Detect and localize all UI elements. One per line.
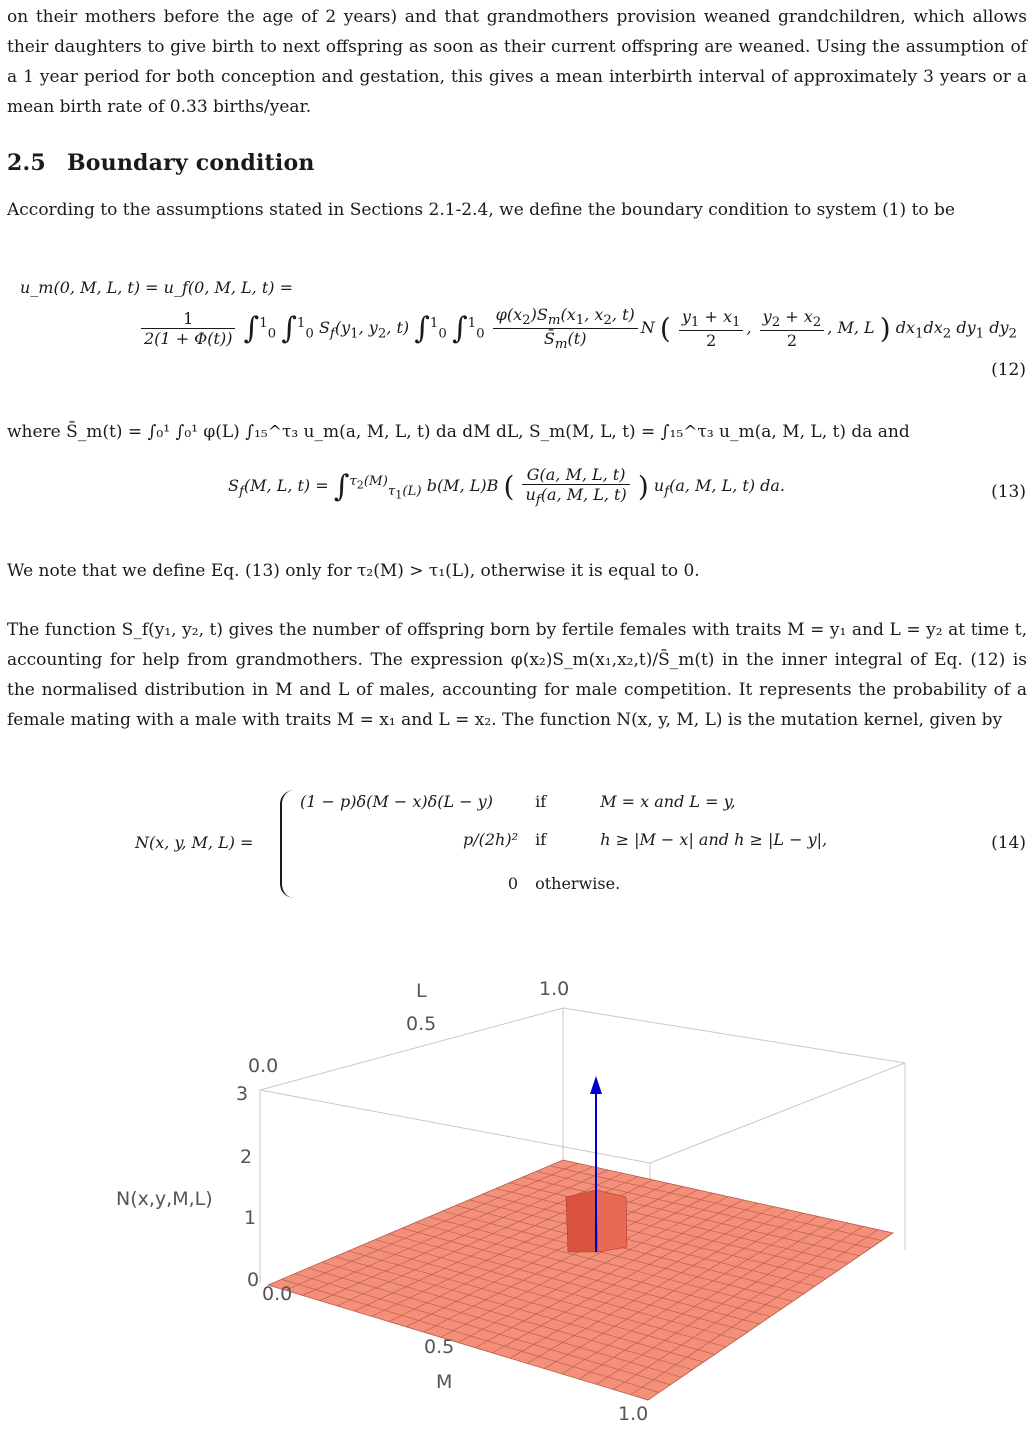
box-edge (563, 1008, 905, 1063)
m-tick-0: 0.0 (262, 1283, 293, 1305)
eq12-lhs-text: u_m(0, M, L, t) = u_f(0, M, L, t) = (20, 278, 294, 297)
box-edge (650, 1063, 905, 1163)
note-paragraph (7, 556, 1027, 586)
m-axis-label: M (436, 1371, 453, 1393)
eq14-case-1-value: (1 − p)δ(M − x)δ(L − y) (300, 792, 493, 811)
function-text: The function S_f(y₁, y₂, t) gives the number of offspring born by fertile females with traits M = y₁ and L = y₂ at time t, accounting for help from grandmothers. The expression φ(x₂)S_m(x₁,x₂,t)/S̄_m(t) in the inner integral of Eq. (12) is the normalised distribution in M and L of males, accounting for male competition. It represents the probability of a female mating with a male with traits M = x₁ and L = x₂. The function N(x, y, M, L) is the mutation kernel, given by (7, 620, 1027, 730)
section-number: 2.5 (7, 150, 46, 176)
eq13-number: (13) (991, 482, 1026, 502)
where-text: where S̄_m(t) = ∫₀¹ ∫₀¹ φ(L) ∫₁₅^τ₃ u_m(a, M, L, t) da dM dL, S_m(M, L, t) = ∫₁₅^τ₃ u_m(a, M, L, t) da and (7, 422, 910, 442)
eq12-lhs (20, 278, 293, 297)
m-tick-1: 1.0 (618, 1403, 649, 1425)
l-tick-0: 0.0 (248, 1055, 279, 1077)
boundary-paragraph (7, 195, 1027, 225)
z-axis-label: N(x,y,M,L) (116, 1188, 213, 1210)
box-edge (260, 1090, 650, 1163)
note-text: We note that we define Eq. (13) only for τ₂(M) > τ₁(L), otherwise it is equal to 0. (7, 561, 700, 581)
intro-paragraph (7, 2, 1027, 122)
eq14-case-1-if: if (535, 792, 547, 811)
eq14-case-2 (300, 830, 827, 849)
eq14-case-3-value: 0 (507, 874, 518, 893)
z-tick-1: 1 (244, 1207, 257, 1229)
eq14-case-1-condition: M = x and L = y, (600, 792, 736, 811)
eq14-case-2-value: p/(2h)² (462, 830, 518, 849)
z-tick-0: 0 (247, 1269, 260, 1291)
where-paragraph (7, 417, 1027, 447)
eq14-brace (280, 790, 296, 898)
function-paragraph (7, 615, 1027, 735)
plot-canvas (0, 960, 1033, 1450)
mutation-kernel-plot (0, 960, 1033, 1450)
eq14-case-2-condition: h ≥ |M − x| and h ≥ |L − y|, (600, 830, 828, 849)
l-tick-1: 1.0 (539, 978, 570, 1000)
box-face-right (596, 1190, 627, 1252)
eq14-lhs-text: N(x, y, M, L) = (135, 833, 254, 852)
eq13-body: $S_f(M$, L, t) = ∫$^{\tau_2(M)}_{\tau_1(L)}$ b(M, L)B ( $\frac{G(a, M, L, t)}{u_f(a, M, L, t)}$ ) $u_f(a$, M, L, t) da. (228, 465, 786, 509)
eq14-case-2-if: if (535, 830, 547, 849)
boundary-text: According to the assumptions stated in Sections 2.1-2.4, we define the boundary condition to system (1) to be (7, 200, 955, 220)
eq14-number: (14) (991, 833, 1026, 853)
section-heading (7, 150, 315, 176)
box-face-left (566, 1190, 598, 1252)
eq14-case-3-otherwise: otherwise. (535, 874, 621, 893)
l-axis-label: L (416, 980, 427, 1002)
z-tick-3: 3 (236, 1083, 249, 1105)
intro-text: on their mothers before the age of 2 years) and that grandmothers provision weaned grandchildren, which allows their daughters to give birth to next offspring as soon as their current offspring are weaned. Using the assumption of a 1 year period for both conception and gestation, this gives a mean interbirth interval of approximately 3 years or a mean birth rate of 0.33 births/year. (7, 7, 1027, 117)
delta-spike-arrowhead (590, 1076, 602, 1094)
eq12-prefactor: $\frac{1}{2(1 + \Phi(t))}$ (141, 309, 235, 348)
eq14-case-3 (300, 874, 635, 893)
eq14-case-1 (300, 792, 736, 811)
z-tick-2: 2 (240, 1146, 253, 1168)
section-title: Boundary condition (67, 150, 315, 176)
l-tick-05: 0.5 (406, 1013, 437, 1035)
m-tick-05: 0.5 (424, 1336, 455, 1358)
eq12-number: (12) (991, 360, 1026, 380)
eq12-rhs: $\frac{1}{2(1 + \Phi(t))}$ ∫$^1_0$ ∫$^1_0$ $S_f(y_1$, $y_2$, t) ∫$^1_0$ ∫$^1_0$ $\frac{\varphi(x_2)S_m(x_1, x_2, t)}{S̄_m(t)}$ N ( $\frac{y_1 + x_1}{2}$ , $\frac{y_2 + x_2}{2}$ , M, L ) $dx_1dx_2$ $dy_1$ $dy_2$ (138, 305, 1017, 352)
eq14-lhs (135, 833, 253, 852)
